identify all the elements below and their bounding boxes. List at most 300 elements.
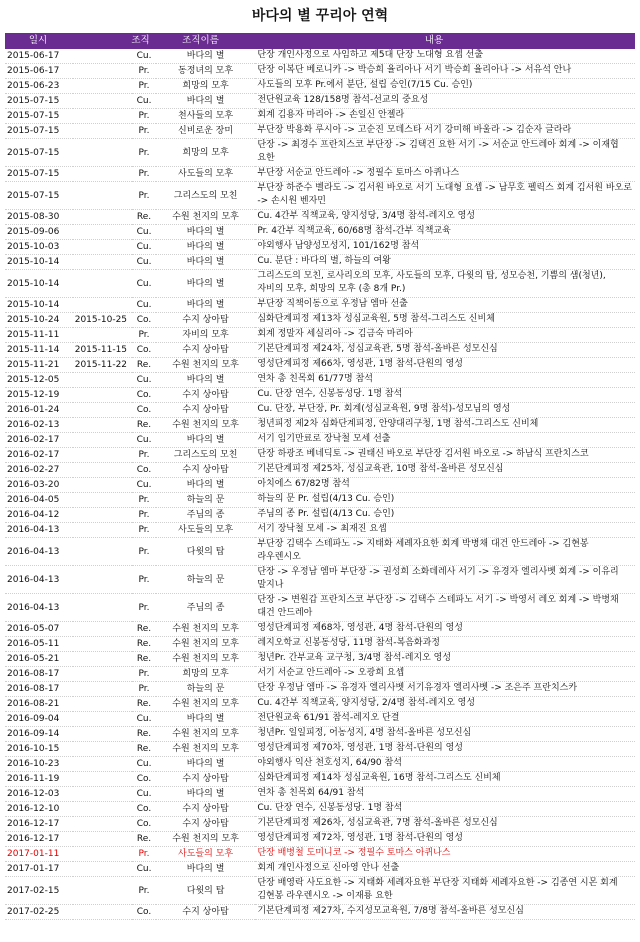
org-type-cell: Re. bbox=[132, 652, 156, 667]
end-date-cell: 2015-11-22 bbox=[73, 358, 133, 373]
content-cell: 부단장 하준수 벨라도 -> 김서원 바오로 서기 노대형 요셉 -> 남무호 펠릭스 회계 김서원 바오로 -> 손시원 벤자민 bbox=[255, 182, 635, 210]
end-date-cell bbox=[73, 682, 133, 697]
org-type-cell: Pr. bbox=[132, 682, 156, 697]
end-date-cell bbox=[73, 109, 133, 124]
org-type-cell: Pr. bbox=[132, 523, 156, 538]
content-cell: 영성단계피정 제68차, 영성관, 4명 참석-단원의 영성 bbox=[255, 622, 635, 637]
table-header bbox=[5, 33, 635, 49]
table-row bbox=[5, 79, 635, 94]
org-name-cell: 수지 상아탑 bbox=[156, 343, 256, 358]
end-date-cell bbox=[73, 622, 133, 637]
org-name-cell: 바다의 별 bbox=[156, 478, 256, 493]
org-type-cell: Cu. bbox=[132, 240, 156, 255]
page-title: 바다의 별 꾸리아 연혁 bbox=[251, 8, 389, 24]
org-type-cell: Co. bbox=[132, 817, 156, 832]
date-cell: 2016-11-19 bbox=[5, 772, 73, 787]
org-type-cell: Re. bbox=[132, 832, 156, 847]
date-cell: 2015-11-21 bbox=[5, 358, 73, 373]
end-date-cell bbox=[73, 210, 133, 225]
end-date-cell bbox=[73, 508, 133, 523]
org-type-cell: Co. bbox=[132, 313, 156, 328]
table-row bbox=[5, 478, 635, 493]
date-cell: 2015-11-11 bbox=[5, 328, 73, 343]
table-row bbox=[5, 742, 635, 757]
table-row bbox=[5, 787, 635, 802]
content-cell: Cu. 단장 연수, 신봉동성당. 1명 참석 bbox=[255, 802, 635, 817]
date-cell: 2015-06-23 bbox=[5, 79, 73, 94]
date-cell: 2015-10-14 bbox=[5, 255, 73, 270]
org-type-cell: Pr. bbox=[132, 566, 156, 594]
end-date-cell bbox=[73, 594, 133, 622]
end-date-cell bbox=[73, 240, 133, 255]
end-date-cell bbox=[73, 772, 133, 787]
org-name-cell: 수원 천지의 모후 bbox=[156, 697, 256, 712]
org-name-cell: 수원 천지의 모후 bbox=[156, 652, 256, 667]
end-date-cell bbox=[73, 637, 133, 652]
org-name-cell: 수지 상아탑 bbox=[156, 802, 256, 817]
table-row bbox=[5, 139, 635, 167]
table-row bbox=[5, 905, 635, 920]
org-type-cell: Co. bbox=[132, 403, 156, 418]
org-name-cell: 수지 상아탑 bbox=[156, 463, 256, 478]
org-type-cell: Re. bbox=[132, 210, 156, 225]
table-row bbox=[5, 862, 635, 877]
content-cell: 야외행사 남양성모성지, 101/162명 참석 bbox=[255, 240, 635, 255]
end-date-cell bbox=[73, 727, 133, 742]
org-type-cell: Pr. bbox=[132, 124, 156, 139]
org-name-cell: 수지 상아탑 bbox=[156, 817, 256, 832]
end-date-cell bbox=[73, 124, 133, 139]
content-cell: 회계 김용자 마리아 -> 손일신 안젤라 bbox=[255, 109, 635, 124]
table-row bbox=[5, 622, 635, 637]
date-cell: 2016-09-04 bbox=[5, 712, 73, 727]
content-cell: 부단장 김택수 스테파노 -> 지태화 세례자요한 회계 박병채 대건 안드레아 -> 김현봉 라우렌시오 bbox=[255, 538, 635, 566]
end-date-cell bbox=[73, 667, 133, 682]
org-name-cell: 바다의 별 bbox=[156, 225, 256, 240]
content-cell: 단장 -> 최경수 프란치스코 부단장 -> 김택건 요한 서기 -> 서순교 안드레아 회계 -> 이재협 요한 bbox=[255, 139, 635, 167]
org-name-cell: 신비로운 장미 bbox=[156, 124, 256, 139]
end-date-cell bbox=[73, 523, 133, 538]
org-type-cell: Co. bbox=[132, 463, 156, 478]
content-cell: Cu. 4간부 직책교육, 양지성당, 3/4명 참석-레지오 영성 bbox=[255, 210, 635, 225]
org-type-cell: Pr. bbox=[132, 328, 156, 343]
content-cell: 부단장 직책이동으로 우정남 엠마 선출 bbox=[255, 298, 635, 313]
end-date-cell bbox=[73, 418, 133, 433]
org-name-cell: 바다의 별 bbox=[156, 298, 256, 313]
content-cell: 단장 -> 변원갑 프란치스코 부단장 -> 김택수 스테파노 서기 -> 박영서 레오 회계 -> 박병채 대건 안드레아 bbox=[255, 594, 635, 622]
org-name-cell: 하늘의 문 bbox=[156, 682, 256, 697]
org-name-cell: 자비의 모후 bbox=[156, 328, 256, 343]
content-cell: 전단원교육 61/91 참석-레지오 단결 bbox=[255, 712, 635, 727]
org-type-cell: Cu. bbox=[132, 433, 156, 448]
org-type-cell: Pr. bbox=[132, 493, 156, 508]
org-type-cell: Pr. bbox=[132, 167, 156, 182]
content-cell: 단장 배영락 사도요한 -> 지태화 세례자요한 부단장 지태화 세례자요한 -> 김종연 시몬 회계 김현봉 라우렌시오 -> 이재룡 요한 bbox=[255, 877, 635, 905]
table-row bbox=[5, 388, 635, 403]
org-type-cell: Pr. bbox=[132, 594, 156, 622]
org-type-cell: Cu. bbox=[132, 478, 156, 493]
content-cell: 기본단계피정 제26차, 성심교육관, 7명 참석-올바른 성모신심 bbox=[255, 817, 635, 832]
table-row bbox=[5, 594, 635, 622]
org-name-cell: 희망의 모후 bbox=[156, 139, 256, 167]
table-row bbox=[5, 523, 635, 538]
table-row bbox=[5, 463, 635, 478]
table-row bbox=[5, 727, 635, 742]
org-name-cell: 천사들의 모후 bbox=[156, 109, 256, 124]
content-cell: 영성단계피정 제70차, 영성관, 1명 참석-단원의 영성 bbox=[255, 742, 635, 757]
org-type-cell: Pr. bbox=[132, 538, 156, 566]
org-type-cell: Cu. bbox=[132, 757, 156, 772]
content-cell: 단장 이복단 베로니카 -> 박승희 율리아나 서기 박승희 율리아나 -> 서유석 안나 bbox=[255, 64, 635, 79]
table-row bbox=[5, 225, 635, 240]
org-type-cell: Pr. bbox=[132, 877, 156, 905]
org-type-cell: Co. bbox=[132, 772, 156, 787]
table-row bbox=[5, 433, 635, 448]
date-cell: 2016-02-17 bbox=[5, 433, 73, 448]
date-cell: 2017-01-17 bbox=[5, 862, 73, 877]
history-table bbox=[5, 49, 635, 920]
date-cell: 2016-08-17 bbox=[5, 667, 73, 682]
end-date-cell bbox=[73, 64, 133, 79]
org-name-cell: 바다의 별 bbox=[156, 240, 256, 255]
end-date-cell bbox=[73, 182, 133, 210]
content-cell: 사도들의 모후 Pr.에서 분단, 설립 승인(7/15 Cu. 승인) bbox=[255, 79, 635, 94]
date-cell: 2015-11-14 bbox=[5, 343, 73, 358]
end-date-cell bbox=[73, 757, 133, 772]
org-name-cell: 수원 천지의 모후 bbox=[156, 210, 256, 225]
org-type-cell: Pr. bbox=[132, 109, 156, 124]
end-date-cell bbox=[73, 167, 133, 182]
content-cell: Cu. 단장, 부단장, Pr. 회계(성심교육원, 9명 참석)-성모님의 영성 bbox=[255, 403, 635, 418]
end-date-cell bbox=[73, 905, 133, 920]
org-name-cell: 바다의 별 bbox=[156, 270, 256, 298]
org-type-cell: Pr. bbox=[132, 182, 156, 210]
end-date-cell bbox=[73, 373, 133, 388]
header-org: 조직 bbox=[131, 35, 150, 46]
org-name-cell: 바다의 별 bbox=[156, 433, 256, 448]
table-row bbox=[5, 566, 635, 594]
org-name-cell: 하늘의 문 bbox=[156, 493, 256, 508]
org-type-cell: Re. bbox=[132, 622, 156, 637]
table-row bbox=[5, 493, 635, 508]
org-name-cell: 그리스도의 모친 bbox=[156, 448, 256, 463]
org-name-cell: 수지 상아탑 bbox=[156, 772, 256, 787]
table-row bbox=[5, 772, 635, 787]
end-date-cell bbox=[73, 270, 133, 298]
org-name-cell: 수원 천지의 모후 bbox=[156, 637, 256, 652]
org-name-cell: 바다의 별 bbox=[156, 373, 256, 388]
content-cell: 단장 배병철 도미니코 -> 정필수 토마스 아퀴나스 bbox=[255, 847, 635, 862]
content-cell: Cu. 분단 : 바다의 별, 하늘의 여왕 bbox=[255, 255, 635, 270]
org-name-cell: 사도들의 모후 bbox=[156, 523, 256, 538]
table-row bbox=[5, 109, 635, 124]
table-row bbox=[5, 270, 635, 298]
table-row bbox=[5, 94, 635, 109]
end-date-cell bbox=[73, 712, 133, 727]
org-name-cell: 사도들의 모후 bbox=[156, 167, 256, 182]
date-cell: 2016-04-13 bbox=[5, 566, 73, 594]
org-type-cell: Re. bbox=[132, 742, 156, 757]
content-cell: 청년Pr. 일일피정, 어농성지, 4명 참석-올바른 성모신심 bbox=[255, 727, 635, 742]
content-cell: 기본단계피정 제24차, 성심교육관, 5명 참석-올바른 성모신심 bbox=[255, 343, 635, 358]
date-cell: 2017-02-25 bbox=[5, 905, 73, 920]
end-date-cell bbox=[73, 328, 133, 343]
date-cell: 2015-07-15 bbox=[5, 139, 73, 167]
org-type-cell: Pr. bbox=[132, 79, 156, 94]
date-cell: 2016-05-11 bbox=[5, 637, 73, 652]
table-row bbox=[5, 508, 635, 523]
table-row bbox=[5, 697, 635, 712]
table-row bbox=[5, 255, 635, 270]
table-row bbox=[5, 802, 635, 817]
end-date-cell bbox=[73, 787, 133, 802]
org-type-cell: Cu. bbox=[132, 225, 156, 240]
table-row bbox=[5, 652, 635, 667]
end-date-cell bbox=[73, 832, 133, 847]
end-date-cell bbox=[73, 817, 133, 832]
end-date-cell bbox=[73, 493, 133, 508]
org-type-cell: Re. bbox=[132, 697, 156, 712]
content-cell: 하늘의 문 Pr. 설립(4/13 Cu. 승인) bbox=[255, 493, 635, 508]
end-date-cell bbox=[73, 697, 133, 712]
content-cell: 연차 총 친목회 61/77명 참석 bbox=[255, 373, 635, 388]
content-cell: Cu. 단장 연수, 신봉동성당. 1명 참석 bbox=[255, 388, 635, 403]
table-row bbox=[5, 448, 635, 463]
content-cell: 단장 개인사정으로 사임하고 제5대 단장 노대형 요셉 선출 bbox=[255, 49, 635, 64]
end-date-cell bbox=[73, 802, 133, 817]
org-name-cell: 바다의 별 bbox=[156, 255, 256, 270]
org-name-cell: 수원 천지의 모후 bbox=[156, 418, 256, 433]
content-cell: 단장 우정남 엠마 -> 유경자 엘리사벳 서기유경자 엘리사벳 -> 조은주 프란치스카 bbox=[255, 682, 635, 697]
date-cell: 2016-09-14 bbox=[5, 727, 73, 742]
date-cell: 2017-01-11 bbox=[5, 847, 73, 862]
date-cell: 2015-10-24 bbox=[5, 313, 73, 328]
org-name-cell: 수지 상아탑 bbox=[156, 905, 256, 920]
org-name-cell: 사도들의 모후 bbox=[156, 847, 256, 862]
org-type-cell: Co. bbox=[132, 343, 156, 358]
date-cell: 2015-06-17 bbox=[5, 49, 73, 64]
end-date-cell bbox=[73, 463, 133, 478]
date-cell: 2016-10-23 bbox=[5, 757, 73, 772]
content-cell: Pr. 4간부 직책교육, 60/68명 참석-간부 직책교육 bbox=[255, 225, 635, 240]
org-name-cell: 수지 상아탑 bbox=[156, 388, 256, 403]
date-cell: 2016-04-13 bbox=[5, 594, 73, 622]
content-cell: 영성단계피정 제72차, 영성관, 1명 참석-단원의 영성 bbox=[255, 832, 635, 847]
org-name-cell: 바다의 별 bbox=[156, 787, 256, 802]
org-type-cell: Cu. bbox=[132, 787, 156, 802]
content-cell: 단장 하광조 베네딕토 -> 권태신 바오로 부단장 김서원 바오로 -> 하남식 프란치스코 bbox=[255, 448, 635, 463]
table-row bbox=[5, 847, 635, 862]
date-cell: 2016-04-12 bbox=[5, 508, 73, 523]
table-row bbox=[5, 313, 635, 328]
org-type-cell: Co. bbox=[132, 388, 156, 403]
org-name-cell: 수원 천지의 모후 bbox=[156, 727, 256, 742]
date-cell: 2016-12-10 bbox=[5, 802, 73, 817]
date-cell: 2015-10-14 bbox=[5, 298, 73, 313]
org-name-cell: 주님의 종 bbox=[156, 508, 256, 523]
end-date-cell bbox=[73, 566, 133, 594]
content-cell: 기본단계피정 제27차, 수지성모교육원, 7/8명 참석-올바른 성모신심 bbox=[255, 905, 635, 920]
org-name-cell: 수지 상아탑 bbox=[156, 313, 256, 328]
date-cell: 2016-08-17 bbox=[5, 682, 73, 697]
history-table-body bbox=[5, 49, 635, 920]
table-row bbox=[5, 682, 635, 697]
content-cell: 서기 임기만료로 장낙철 모세 선출 bbox=[255, 433, 635, 448]
table-row bbox=[5, 538, 635, 566]
date-cell: 2016-02-13 bbox=[5, 418, 73, 433]
end-date-cell bbox=[73, 433, 133, 448]
org-type-cell: Cu. bbox=[132, 270, 156, 298]
org-name-cell: 바다의 별 bbox=[156, 712, 256, 727]
table-row bbox=[5, 877, 635, 905]
date-cell: 2015-10-03 bbox=[5, 240, 73, 255]
org-type-cell: Cu. bbox=[132, 94, 156, 109]
content-cell: 서기 장낙철 모세 -> 최재진 요셉 bbox=[255, 523, 635, 538]
org-name-cell: 수지 상아탑 bbox=[156, 403, 256, 418]
date-cell: 2016-10-15 bbox=[5, 742, 73, 757]
table-row bbox=[5, 64, 635, 79]
date-cell: 2016-04-13 bbox=[5, 523, 73, 538]
header-org-name: 조직이름 bbox=[182, 35, 219, 46]
table-row bbox=[5, 418, 635, 433]
table-row bbox=[5, 403, 635, 418]
content-cell: 아치에스 67/82명 참석 bbox=[255, 478, 635, 493]
content-cell: 영성단계피정 제66차, 영성관, 1명 참석-단원의 영성 bbox=[255, 358, 635, 373]
date-cell: 2016-05-07 bbox=[5, 622, 73, 637]
end-date-cell bbox=[73, 862, 133, 877]
org-type-cell: Cu. bbox=[132, 298, 156, 313]
org-name-cell: 그리스도의 모친 bbox=[156, 182, 256, 210]
table-row bbox=[5, 343, 635, 358]
org-type-cell: Re. bbox=[132, 418, 156, 433]
end-date-cell bbox=[73, 538, 133, 566]
date-cell: 2015-07-15 bbox=[5, 109, 73, 124]
content-cell: 레지오학교 신봉동성당, 11명 참석-복음화과정 bbox=[255, 637, 635, 652]
org-type-cell: Pr. bbox=[132, 508, 156, 523]
date-cell: 2016-12-17 bbox=[5, 832, 73, 847]
org-name-cell: 수원 천지의 모후 bbox=[156, 832, 256, 847]
date-cell: 2015-07-15 bbox=[5, 94, 73, 109]
org-name-cell: 수원 천지의 모후 bbox=[156, 622, 256, 637]
org-type-cell: Pr. bbox=[132, 448, 156, 463]
content-cell: 부단장 박용화 루시아 -> 고순진 모데스타 서기 강미해 바울라 -> 김순자 글라라 bbox=[255, 124, 635, 139]
org-name-cell: 수원 천지의 모후 bbox=[156, 742, 256, 757]
org-name-cell: 다윗의 탑 bbox=[156, 877, 256, 905]
table-row bbox=[5, 328, 635, 343]
org-name-cell: 동정녀의 모후 bbox=[156, 64, 256, 79]
table-row bbox=[5, 182, 635, 210]
date-cell: 2015-12-19 bbox=[5, 388, 73, 403]
date-cell: 2016-12-17 bbox=[5, 817, 73, 832]
content-cell: 단장 -> 우정남 엠마 부단장 -> 권성희 소화데레사 서기 -> 유경자 엘리사벳 회계 -> 이유리 말지나 bbox=[255, 566, 635, 594]
org-type-cell: Cu. bbox=[132, 49, 156, 64]
org-type-cell: Cu. bbox=[132, 255, 156, 270]
table-row bbox=[5, 210, 635, 225]
table-row bbox=[5, 240, 635, 255]
table-row bbox=[5, 832, 635, 847]
org-type-cell: Pr. bbox=[132, 64, 156, 79]
table-row bbox=[5, 667, 635, 682]
org-type-cell: Re. bbox=[132, 358, 156, 373]
content-cell: 청년피정 제2차 심화단계피정, 안양대리구청, 1명 참석-그리스도 신비체 bbox=[255, 418, 635, 433]
end-date-cell: 2015-11-15 bbox=[73, 343, 133, 358]
content-cell: 청년Pr. 간부교육 교구청, 3/4명 참석-레지오 영성 bbox=[255, 652, 635, 667]
org-type-cell: Cu. bbox=[132, 862, 156, 877]
table-row bbox=[5, 817, 635, 832]
org-name-cell: 희망의 모후 bbox=[156, 667, 256, 682]
end-date-cell bbox=[73, 255, 133, 270]
content-cell: 기본단계피정 제25차, 성심교육관, 10명 참석-올바른 성모신심 bbox=[255, 463, 635, 478]
date-cell: 2016-04-05 bbox=[5, 493, 73, 508]
date-cell: 2015-12-05 bbox=[5, 373, 73, 388]
table-row bbox=[5, 167, 635, 182]
table-row bbox=[5, 373, 635, 388]
content-cell: 심화단계피정 제13차 성심교육원, 5명 참석-그리스도 신비체 bbox=[255, 313, 635, 328]
date-cell: 2016-03-20 bbox=[5, 478, 73, 493]
content-cell: 그리스도의 모친, 로사리오의 모후, 사도들의 모후, 다윗의 탑, 성모승천, 기쁨의 샘(청년), 자비의 모후, 희망의 모후 (총 8개 Pr.) bbox=[255, 270, 635, 298]
end-date-cell bbox=[73, 94, 133, 109]
date-cell: 2016-12-03 bbox=[5, 787, 73, 802]
content-cell: 주님의 종 Pr. 설립(4/13 Cu. 승인) bbox=[255, 508, 635, 523]
table-row bbox=[5, 637, 635, 652]
org-name-cell: 바다의 별 bbox=[156, 94, 256, 109]
date-cell: 2016-02-27 bbox=[5, 463, 73, 478]
date-cell: 2015-07-15 bbox=[5, 182, 73, 210]
end-date-cell bbox=[73, 298, 133, 313]
date-cell: 2015-09-06 bbox=[5, 225, 73, 240]
date-cell: 2015-08-30 bbox=[5, 210, 73, 225]
org-type-cell: Pr. bbox=[132, 667, 156, 682]
end-date-cell bbox=[73, 478, 133, 493]
org-name-cell: 하늘의 문 bbox=[156, 566, 256, 594]
org-name-cell: 수원 천지의 모후 bbox=[156, 358, 256, 373]
date-cell: 2016-01-24 bbox=[5, 403, 73, 418]
content-cell: 전단원교육 128/158명 참석-선교의 중요성 bbox=[255, 94, 635, 109]
org-type-cell: Co. bbox=[132, 905, 156, 920]
org-type-cell: Pr. bbox=[132, 139, 156, 167]
date-cell: 2016-08-21 bbox=[5, 697, 73, 712]
org-type-cell: Cu. bbox=[132, 373, 156, 388]
end-date-cell bbox=[73, 49, 133, 64]
content-cell: 야외행사 익산 천호성지, 64/90 참석 bbox=[255, 757, 635, 772]
date-cell: 2017-02-15 bbox=[5, 877, 73, 905]
table-row bbox=[5, 49, 635, 64]
org-type-cell: Cu. bbox=[132, 712, 156, 727]
content-cell: 부단장 서순교 안드레아 -> 정필수 토마스 아퀴나스 bbox=[255, 167, 635, 182]
org-name-cell: 다윗의 탑 bbox=[156, 538, 256, 566]
org-name-cell: 바다의 별 bbox=[156, 49, 256, 64]
org-type-cell: Co. bbox=[132, 802, 156, 817]
content-cell: 회계 개인사정으로 신아영 안나 선출 bbox=[255, 862, 635, 877]
org-type-cell: Re. bbox=[132, 727, 156, 742]
org-name-cell: 바다의 별 bbox=[156, 862, 256, 877]
org-type-cell: Re. bbox=[132, 637, 156, 652]
end-date-cell bbox=[73, 403, 133, 418]
date-cell: 2015-06-17 bbox=[5, 64, 73, 79]
header-date: 일시 bbox=[28, 35, 48, 46]
org-name-cell: 주님의 종 bbox=[156, 594, 256, 622]
end-date-cell: 2015-10-25 bbox=[73, 313, 133, 328]
end-date-cell bbox=[73, 79, 133, 94]
content-cell: 서기 서순교 안드레아 -> 오광희 요셉 bbox=[255, 667, 635, 682]
end-date-cell bbox=[73, 388, 133, 403]
content-cell: 연차 총 친목회 64/91 참석 bbox=[255, 787, 635, 802]
end-date-cell bbox=[73, 742, 133, 757]
content-cell: 심화단계피정 제14차 성심교육원, 16명 참석-그리스도 신비체 bbox=[255, 772, 635, 787]
date-cell: 2016-04-13 bbox=[5, 538, 73, 566]
table-row bbox=[5, 358, 635, 373]
date-cell: 2015-07-15 bbox=[5, 124, 73, 139]
